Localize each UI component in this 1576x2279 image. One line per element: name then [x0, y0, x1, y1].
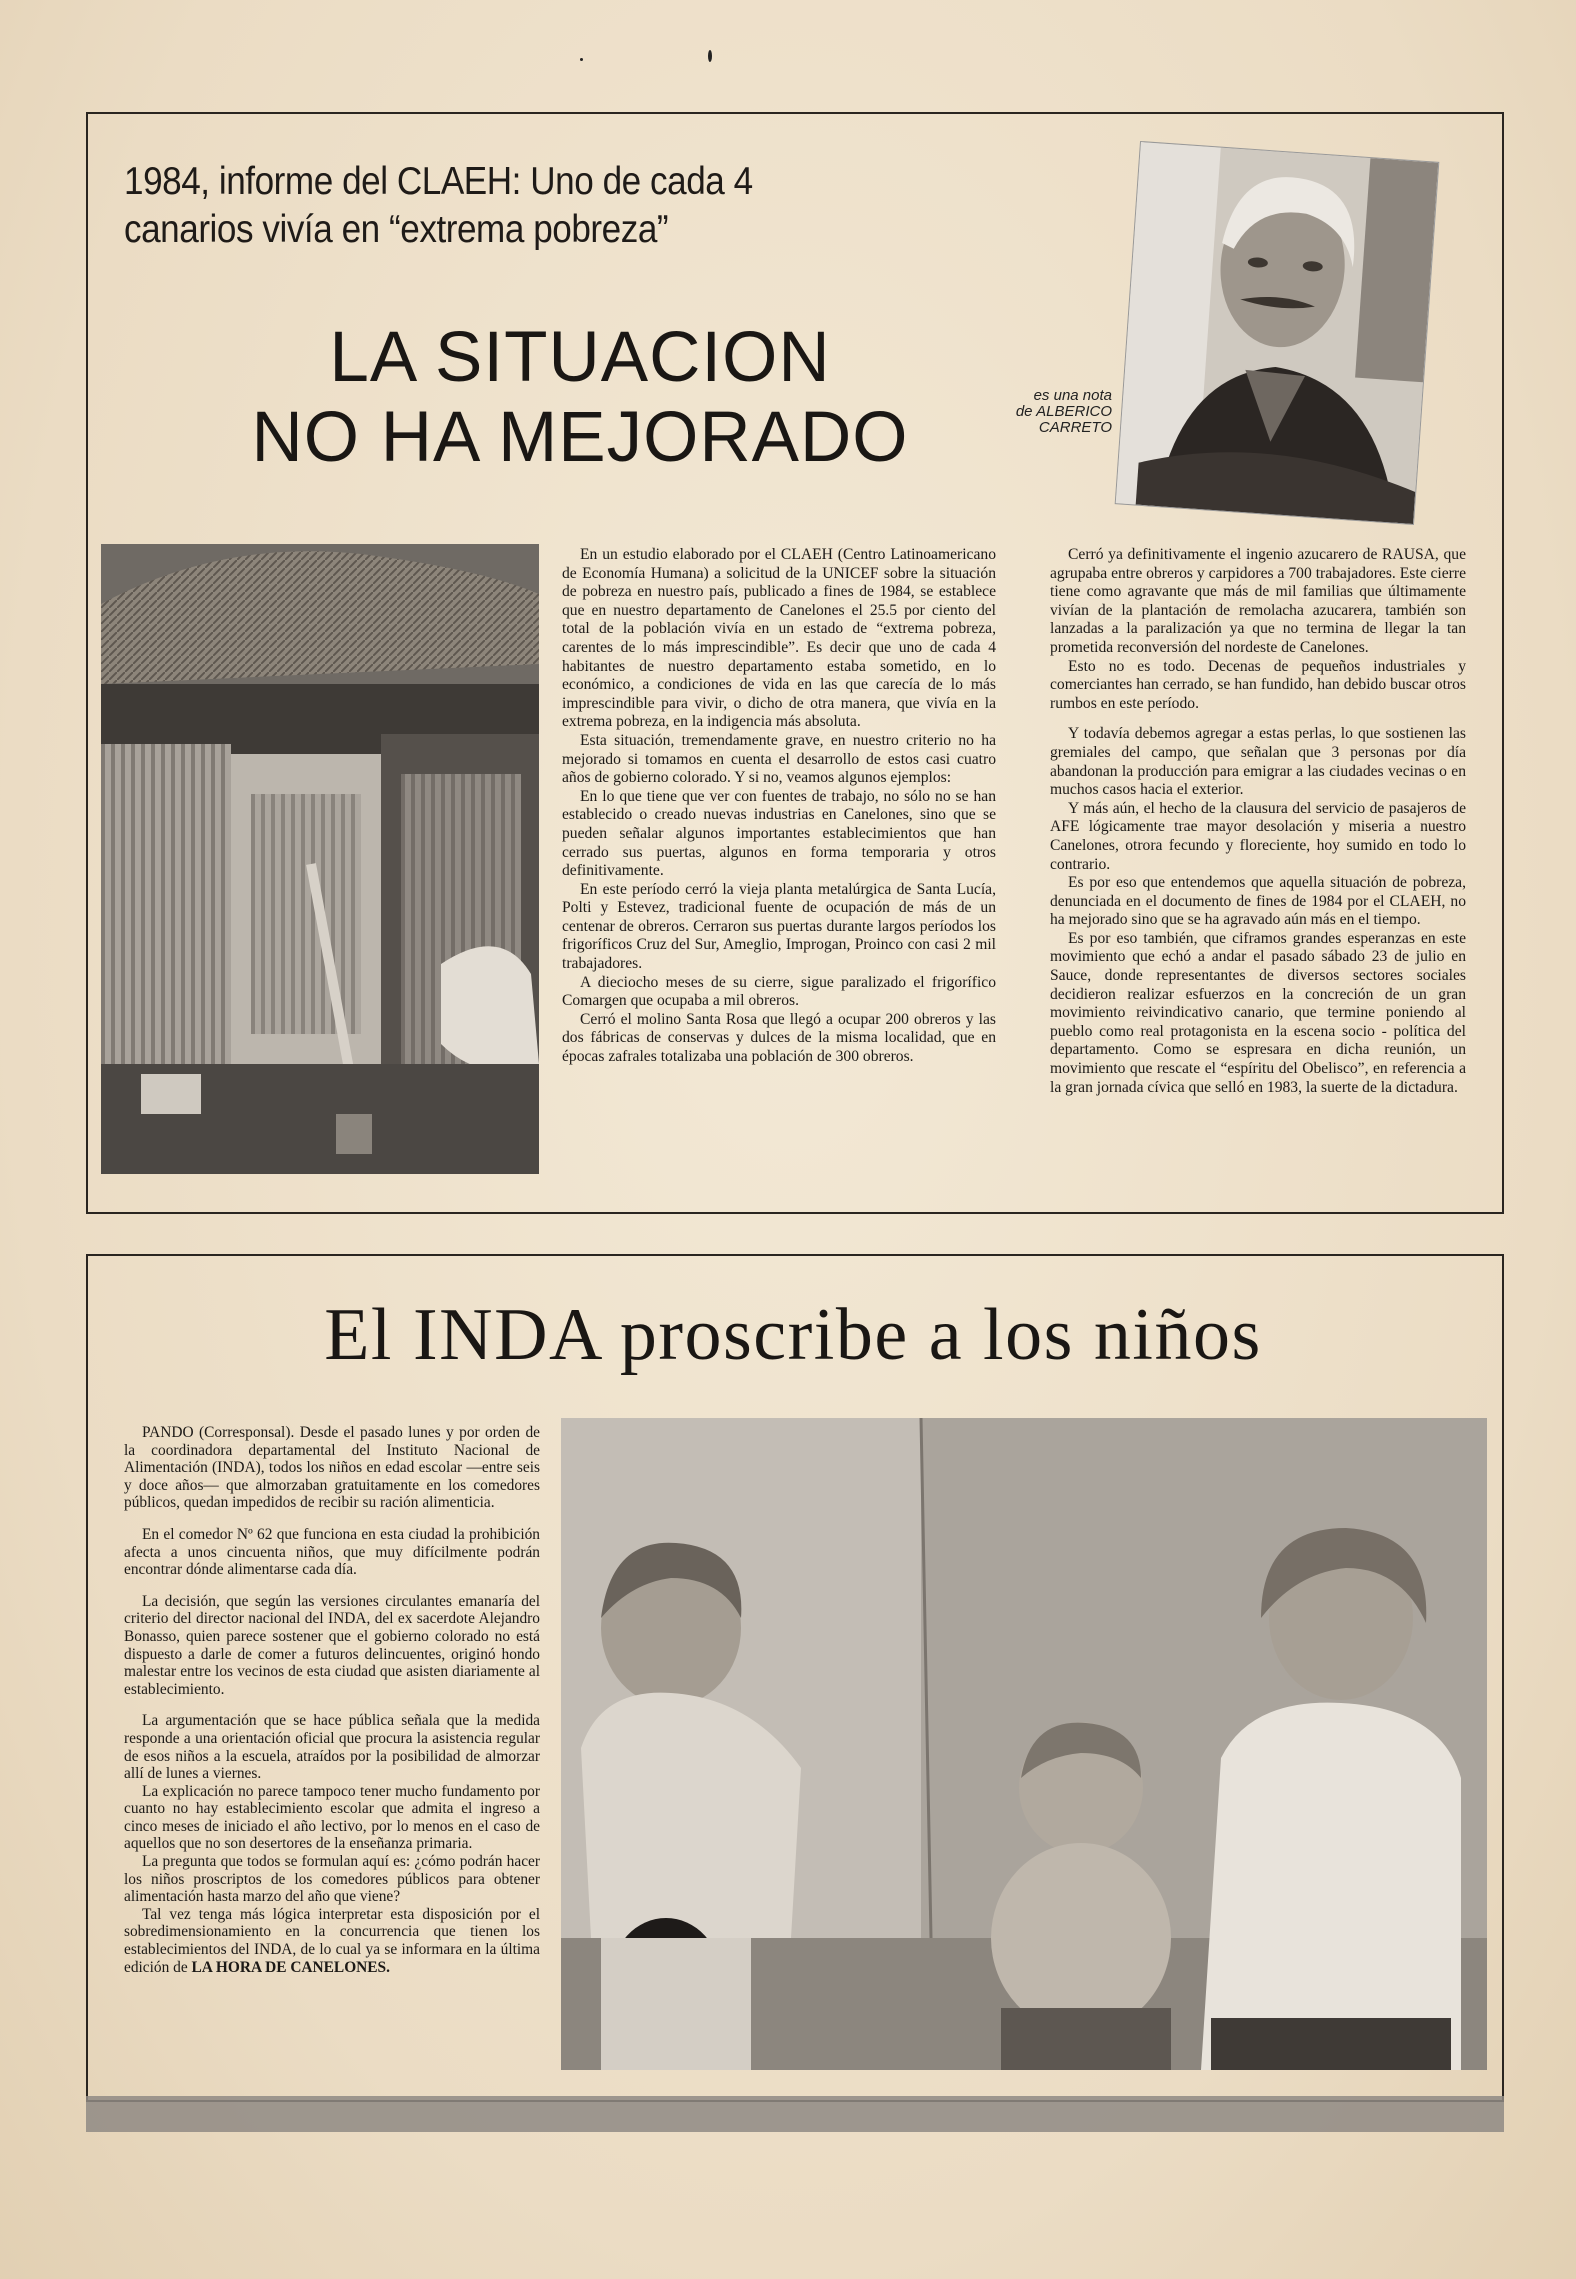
- kicker-line-2: canarios vivía en “extrema pobreza”: [124, 208, 669, 251]
- author-portrait-photo: [1116, 142, 1439, 524]
- print-speck: [708, 50, 712, 62]
- bottom-paragraph: PANDO (Corresponsal). Desde el pasado lunes y por orden de la coordinadora departamental del Instituto Nacional de Alimentación (INDA), todos los niños en edad escolar —entre seis y doce años— que almorzaban gratuitamente en los comedores públicos, quedan impedidos de recibir su ración alimenticia.: [124, 1424, 540, 1512]
- top-col2-paragraph: Cerró ya definitivamente el ingenio azucarero de RAUSA, que agrupaba entre obreros y carpidores a 700 trabajadores. Este cierre tiene como agravante que más de mil familias que últimamente vivían de la plantación de remolacha azucarera, también son lanzadas a la paralización ya que no termina de llegar la tan prometida reconversión del nordeste de Canelones.: [1050, 546, 1466, 656]
- top-article-byline: [990, 388, 1112, 436]
- top-article-headline: [140, 318, 1020, 478]
- shack-photo: [101, 544, 539, 1174]
- children-illustration: [561, 1418, 1487, 2070]
- shack-illustration: [101, 544, 539, 1174]
- children-photo: [561, 1418, 1487, 2070]
- bottom-article-headline: El INDA proscribe a los niños: [324, 1294, 1262, 1376]
- top-col1-paragraph: En este período cerró la vieja planta metalúrgica de Santa Lucía, Polti y Estevez, tradicional fuente de ocupación de más de un centenar de obreros. Cerraron sus puertas durante largos períodos los frigoríficos Cruz del Sur, Ameglio, Improgan, Proinco con casi 2 mil trabajadores.: [562, 880, 996, 973]
- byline-line-1: es una nota: [1033, 387, 1112, 404]
- kicker-line-1: 1984, informe del CLAEH: Uno de cada 4: [124, 160, 753, 203]
- bottom-paragraph: La pregunta que todos se formulan aquí es: ¿cómo podrán hacer los niños proscriptos de los comedores públicos para obtener alimentación hasta marzo del año que viene?: [124, 1853, 540, 1906]
- bottom-paragraph: La argumentación que se hace pública señala que la medida responde a una orientación oficial que procura la asistencia regular de esos niños a la escuela, atraídos por la posibilidad de almorzar allí de lunes a viernes.: [124, 1712, 540, 1783]
- bottom-paragraph: La explicación no parece tampoco tener mucho fundamento por cuanto no hay establecimiento escolar que admita el ingreso a cinco meses de iniciado el año lectivo, por lo menos en el caso de aquellos que no son desertores de la enseñanza primaria.: [124, 1782, 540, 1853]
- top-col2-paragraph: Es por eso también, que ciframos grandes esperanzas en este movimiento que echó a andar el pasado sábado 23 de julio en Sauce, donde representantes de diversos sectores sociales decidieron realizar esfuerzos en la concreción de un gran movimiento reivindicativo canario, que termine poniendo al pueblo como real protagonista en la escena socio - política del departamento. Como se espresara en dicha reunión, un movimiento que rescate el “espíritu del Obelisco”, en referencia a la gran jornada cívica que selló en 1983, la suerte de la dictadura.: [1050, 929, 1466, 1096]
- bottom-paragraph: En el comedor Nº 62 que funciona en esta ciudad la prohibición afecta a unos cincuenta niños, que muy difícilmente podrán encontrar dónde alimentarse cada día.: [124, 1525, 540, 1579]
- page-bottom-rule: [86, 2096, 1504, 2132]
- bottom-closing-text: Tal vez tenga más lógica interpretar esta disposición por el sobredimensionamiento en la concurrencia que tienen los establecimientos del INDA, de lo cual ya se informara en la última edición de: [124, 1905, 540, 1976]
- top-article-column-1: [562, 546, 996, 1067]
- top-col2-paragraph: Y más aún, el hecho de la clausura del servicio de pasajeros de AFE lógicamente trae mayor desolación y miseria a nuestro Canelones, otrora fecundo y floreciente, hoy sumido en todo lo contrario.: [1050, 799, 1466, 873]
- top-col2-paragraph: Es por eso que entendemos que aquella situación de pobreza, denunciada en el documento de fines de 1984 por el CLAEH, no ha mejorado sino que se ha agravado aún más en el tiempo.: [1050, 874, 1466, 929]
- top-col2-paragraph: Esto no es todo. Decenas de pequeños industriales y comerciantes han cerrado, se han fundido, han debido buscar otros rumbos en este período.: [1050, 657, 1466, 712]
- bottom-paragraph: [124, 1906, 540, 1976]
- top-article-kicker: [124, 158, 808, 254]
- byline-line-2: de ALBERICO: [1015, 403, 1112, 420]
- newspaper-name: LA HORA DE CANELONES.: [191, 1958, 390, 1976]
- top-col1-paragraph: Cerró el molino Santa Rosa que llegó a ocupar 200 obreros y las dos fábricas de conservas y dulces de la misma localidad, que en épocas zafrales totalizaba una población de 300 obreros.: [562, 1010, 996, 1066]
- portrait-illustration: [1116, 142, 1439, 524]
- headline-line-2: NO HA MEJORADO: [251, 398, 909, 477]
- top-col1-paragraph: A dieciocho meses de su cierre, sigue paralizado el frigorífico Comargen que ocupaba a mil obreros.: [562, 973, 996, 1010]
- top-col1-paragraph: En lo que tiene que ver con fuentes de trabajo, no sólo no se han establecido o creado nuevas industrias en Canelones, sino que se pueden señalar algunos importantes establecimientos que han cerrado sus puertas, algunos en forma temporaria y otros definitivamente.: [562, 787, 996, 880]
- print-speck: [580, 58, 583, 61]
- bottom-article-column: [124, 1424, 540, 1976]
- bottom-paragraph: La decisión, que según las versiones circulantes emanaría del criterio del director nacional del INDA, del ex sacerdote Alejandro Bonasso, quien parece sostener que el gobierno colorado no está dispuesto a darle de comer a futuros delincuentes, originó hondo malestar entre los vecinos de esta ciudad que asisten diariamente al establecimiento.: [124, 1592, 540, 1698]
- top-article-column-2: [1050, 546, 1466, 1097]
- top-col2-paragraph: Y todavía debemos agregar a estas perlas, lo que sostienen las gremiales del campo, que señalan que 3 personas por día abandonan la producción para emigrar a las ciudades vecinas o en muchos casos hacia el exterior.: [1050, 725, 1466, 799]
- top-col1-paragraph: En un estudio elaborado por el CLAEH (Centro Latinoamericano de Economía Humana) a solicitud de la UNICEF sobre la situación de pobreza en nuestro país, publicado a fines de 1984, se establece que en nuestro departamento de Canelones el 25.5 por ciento del total de la población vivía en un estado de “extrema pobreza, carentes de lo más imprescindible”. Es decir que uno de cada 4 habitantes de nuestro departamento estaba sometido, en lo económico, a condiciones de vida en las que carecía de lo más imprescindible para vivir, o dicho de otra manera, que vivía en la extrema pobreza, en la indigencia más absoluta.: [562, 546, 996, 731]
- top-col1-paragraph: Esta situación, tremendamente grave, en nuestro criterio no ha mejorado si tomamos en cuenta el desarrollo de estos casi cuatro años de gobierno colorado. Y si no, veamos algunos ejemplos:: [562, 731, 996, 787]
- byline-line-3: CARRETO: [1038, 419, 1112, 436]
- headline-line-1: LA SITUACION: [329, 318, 831, 397]
